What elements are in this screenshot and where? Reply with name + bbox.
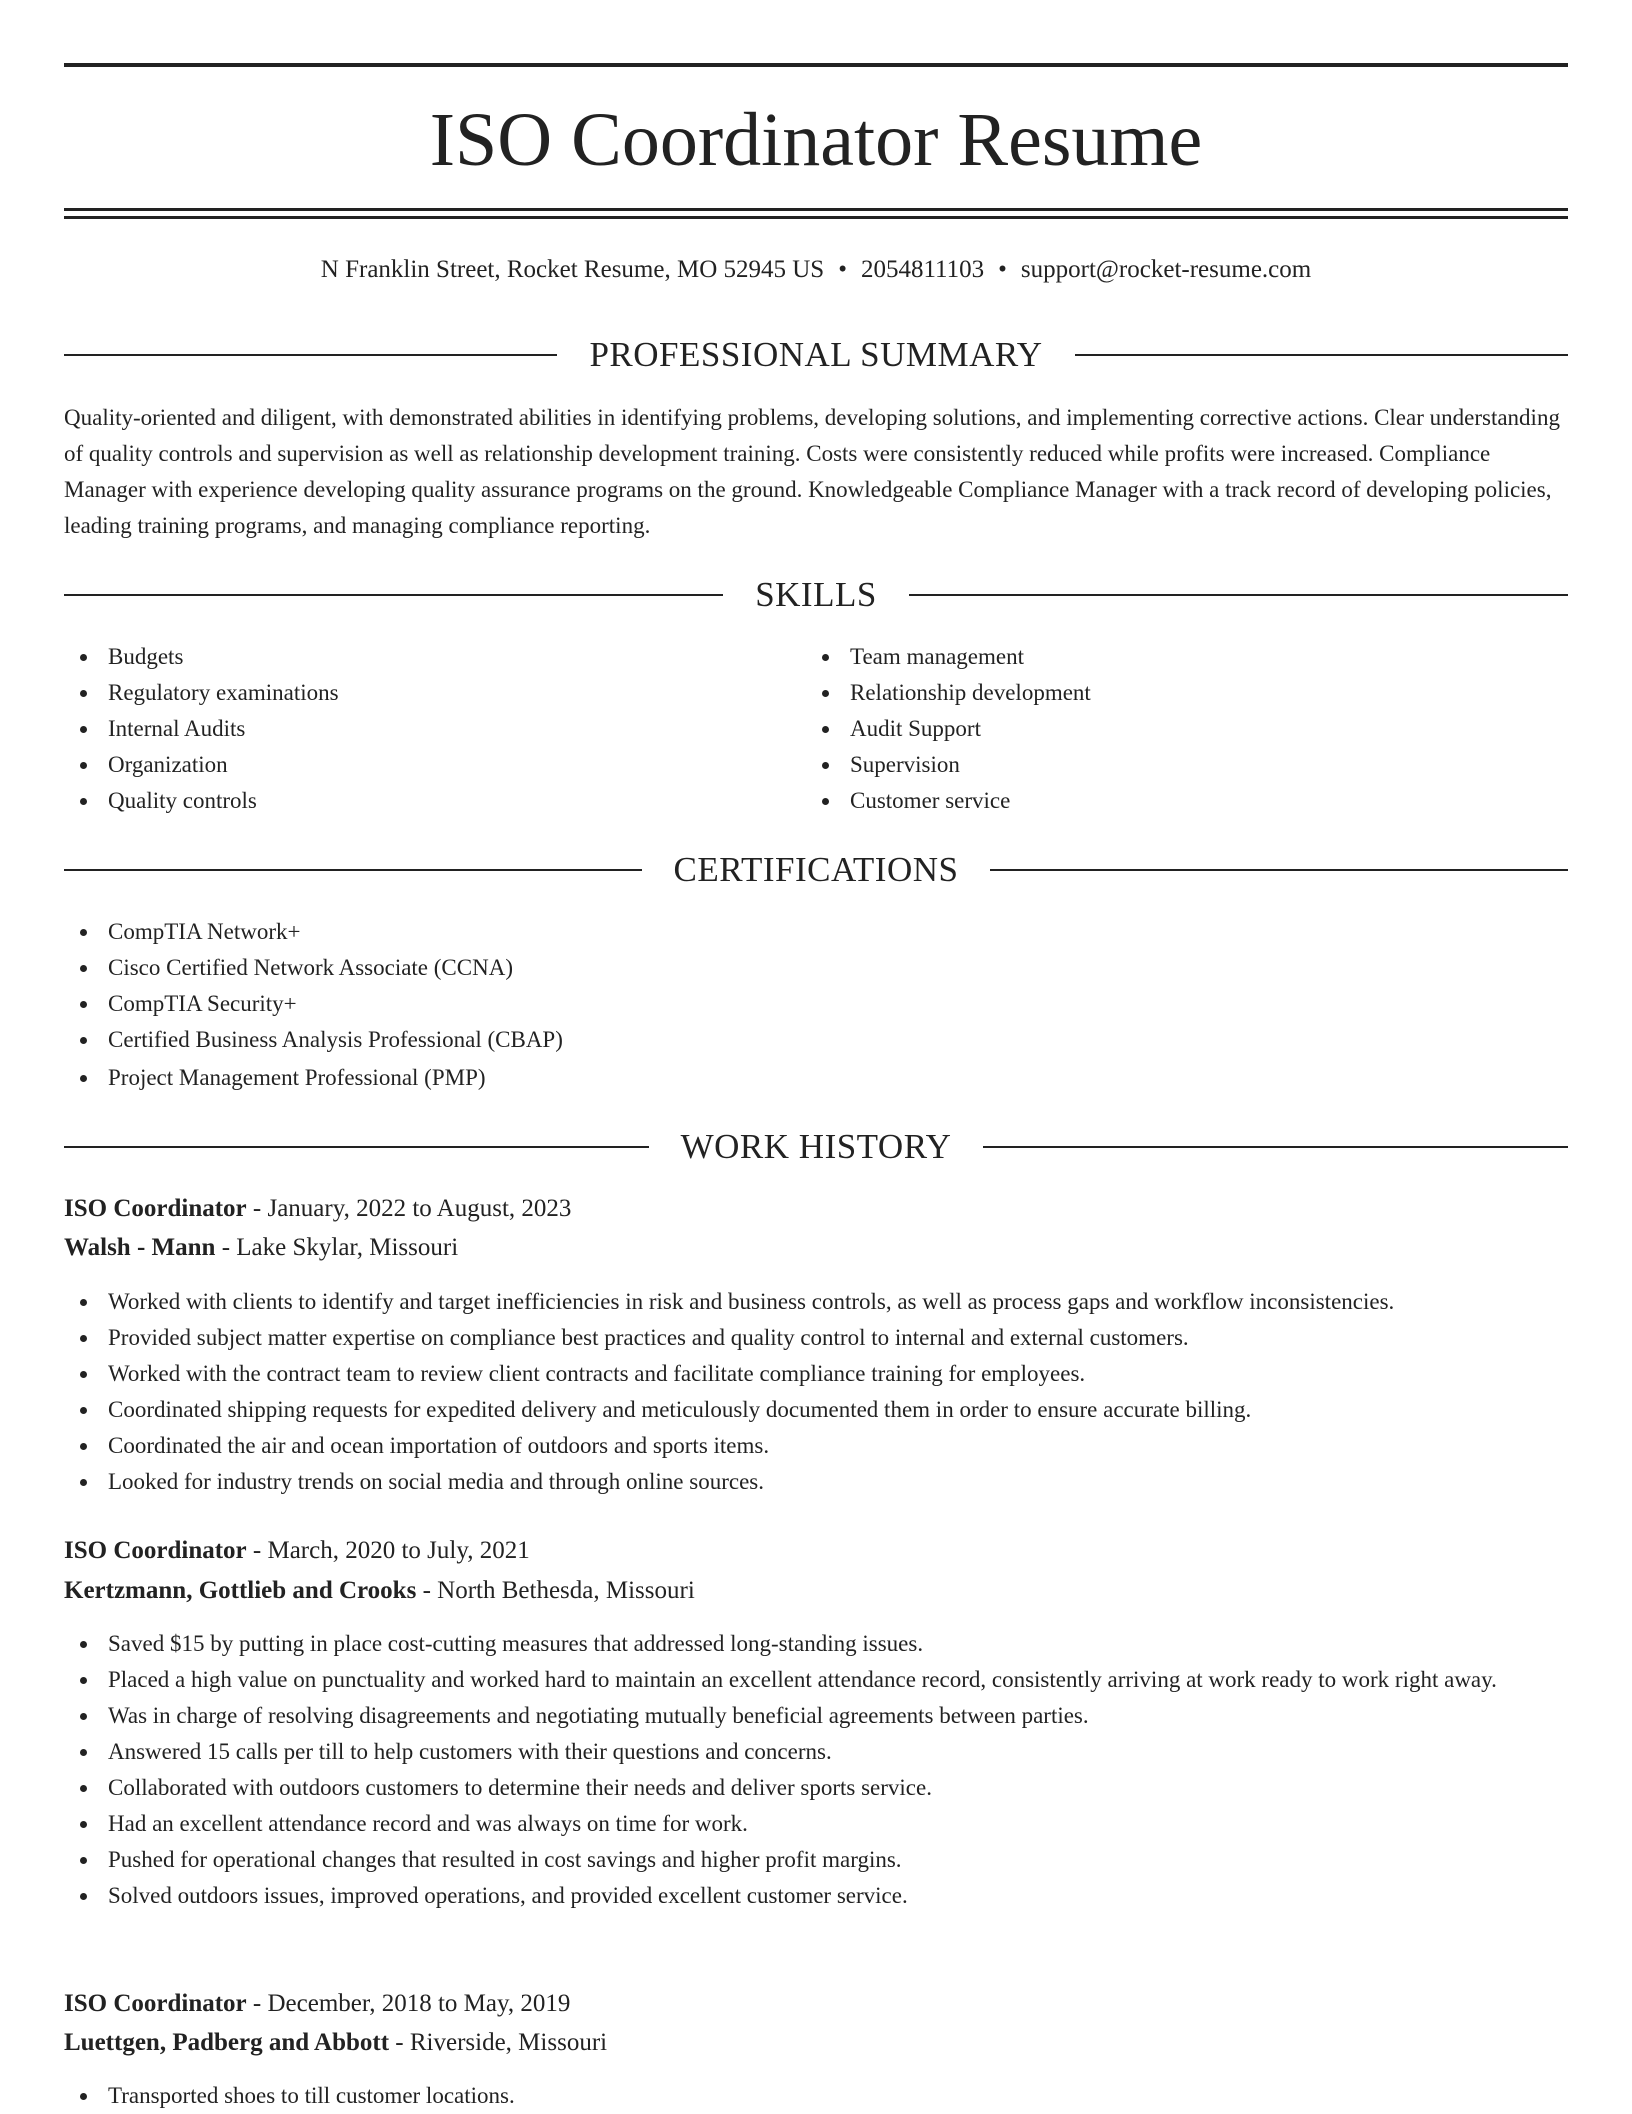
job-duties bbox=[64, 2078, 1568, 2114]
contact-separator: • bbox=[998, 256, 1007, 283]
section-heading-summary bbox=[64, 333, 1568, 377]
heading-rule-right bbox=[990, 869, 1568, 871]
job-location: - Riverside, Missouri bbox=[389, 2029, 608, 2056]
job-duty-item: Transported shoes to till customer locations. bbox=[64, 2078, 1568, 2114]
job-company: Walsh - Mann bbox=[64, 1234, 216, 1261]
job-duty-item: Placed a high value on punctuality and worked hard to maintain an excellent attendance record, consistently arriving at work ready to work right away. bbox=[64, 1662, 1568, 1698]
job-title-line bbox=[64, 1190, 1568, 1228]
contact-address: N Franklin Street, Rocket Resume, MO 52945 US bbox=[320, 256, 825, 283]
job-company-line bbox=[64, 2024, 1568, 2062]
job-title: ISO Coordinator bbox=[64, 1537, 247, 1564]
heading-rule-right bbox=[983, 1146, 1568, 1148]
skill-item: Organization bbox=[64, 747, 764, 783]
job-title-line bbox=[64, 1532, 1568, 1570]
summary-paragraph: Quality-oriented and diligent, with demonstrated abilities in identifying problems, developing solutions, and implementing corrective actions. Clear understanding of quality controls and supervision as well as relationship development training. Costs were consistently reduced while profits were increased. Compliance Manager with experience developing quality assurance programs on the ground. Knowledgeable Compliance Manager with a track record of developing policies, leading training programs, and managing compliance reporting. bbox=[64, 405, 1560, 538]
heading-rule-left bbox=[64, 869, 642, 871]
section-heading-skills bbox=[64, 573, 1568, 617]
certification-item: Certified Business Analysis Professional (CBAP) bbox=[64, 1022, 1568, 1058]
section-heading-work-history bbox=[64, 1125, 1568, 1169]
skill-item: Regulatory examinations bbox=[64, 675, 764, 711]
job-duty-item: Collaborated with outdoors customers to determine their needs and deliver sports service. bbox=[64, 1770, 1568, 1806]
job-duty-item: Coordinated the air and ocean importation of outdoors and sports items. bbox=[64, 1428, 1568, 1464]
job-duty-item: Pushed for operational changes that resulted in cost savings and higher profit margins. bbox=[64, 1842, 1568, 1878]
job-duty-item: Had an excellent attendance record and was always on time for work. bbox=[64, 1806, 1568, 1842]
heading-rule-left bbox=[64, 1146, 649, 1148]
job-location: - North Bethesda, Missouri bbox=[416, 1577, 695, 1604]
skill-item: Customer service bbox=[806, 783, 1506, 819]
job-dates: - January, 2022 to August, 2023 bbox=[246, 1195, 572, 1222]
certification-item: Project Management Professional (PMP) bbox=[64, 1060, 1568, 1096]
job-duty-item: Looked for industry trends on social media and through online sources. bbox=[64, 1464, 1568, 1500]
job-company-line bbox=[64, 1229, 1568, 1267]
skill-item: Quality controls bbox=[64, 783, 764, 819]
skills-column-right bbox=[806, 639, 1506, 819]
job-duty-item: Solved outdoors issues, improved operations, and provided excellent customer service. bbox=[64, 1878, 1568, 1914]
section-heading-certifications bbox=[64, 848, 1568, 892]
job-duties-list bbox=[64, 2078, 1568, 2114]
certifications-list bbox=[64, 914, 1568, 1096]
job-company-line bbox=[64, 1572, 1568, 1610]
heading-rule-right bbox=[909, 594, 1568, 596]
section-title: PROFESSIONAL SUMMARY bbox=[589, 335, 1043, 374]
job-duty-item: Was in charge of resolving disagreements and negotiating mutually beneficial agreements between parties. bbox=[64, 1698, 1568, 1734]
resume-title: ISO Coordinator Resume bbox=[429, 98, 1203, 182]
contact-separator: • bbox=[838, 256, 847, 283]
job-duty-item: Provided subject matter expertise on compliance best practices and quality control to internal and external customers. bbox=[64, 1320, 1568, 1356]
job-company: Kertzmann, Gottlieb and Crooks bbox=[64, 1577, 417, 1604]
heading-rule-left bbox=[64, 594, 723, 596]
skill-item: Relationship development bbox=[806, 675, 1506, 711]
section-title: WORK HISTORY bbox=[680, 1127, 952, 1166]
job-duty-item: Worked with clients to identify and target inefficiencies in risk and business controls, as well as process gaps and workflow inconsistencies. bbox=[64, 1284, 1568, 1320]
certification-item: Cisco Certified Network Associate (CCNA) bbox=[64, 950, 1568, 986]
job-duties bbox=[64, 1626, 1568, 1914]
skills-column-left bbox=[64, 639, 764, 819]
job-duty-item: Coordinated shipping requests for expedited delivery and meticulously documented them in order to ensure accurate billing. bbox=[64, 1392, 1568, 1428]
job-dates: - December, 2018 to May, 2019 bbox=[246, 1990, 571, 2017]
job-title-line bbox=[64, 1985, 1568, 2023]
skill-item: Team management bbox=[806, 639, 1506, 675]
certification-item: CompTIA Network+ bbox=[64, 914, 1568, 950]
job-dates: - March, 2020 to July, 2021 bbox=[246, 1537, 530, 1564]
job-duties-list bbox=[64, 1284, 1568, 1500]
contact-phone: 2054811103 bbox=[860, 256, 985, 283]
skill-item: Supervision bbox=[806, 747, 1506, 783]
contact-line bbox=[64, 255, 1568, 285]
skill-item: Audit Support bbox=[806, 711, 1506, 747]
job-duty-item: Saved $15 by putting in place cost-cutting measures that addressed long-standing issues. bbox=[64, 1626, 1568, 1662]
heading-rule-left bbox=[64, 354, 557, 356]
job-location: - Lake Skylar, Missouri bbox=[215, 1234, 459, 1261]
header-bottom-rule bbox=[64, 208, 1568, 211]
skill-item: Budgets bbox=[64, 639, 764, 675]
skills-list-right bbox=[806, 639, 1506, 819]
job-company: Luettgen, Padberg and Abbott bbox=[64, 2029, 390, 2056]
job-duty-item: Worked with the contract team to review client contracts and facilitate compliance training for employees. bbox=[64, 1356, 1568, 1392]
job-title: ISO Coordinator bbox=[64, 1195, 247, 1222]
header-top-rule bbox=[64, 63, 1568, 67]
header-bottom-rule-second bbox=[64, 216, 1568, 219]
job-title: ISO Coordinator bbox=[64, 1990, 247, 2017]
section-title: SKILLS bbox=[755, 575, 877, 614]
skill-item: Internal Audits bbox=[64, 711, 764, 747]
contact-email: support@rocket-resume.com bbox=[1020, 256, 1312, 283]
heading-rule-right bbox=[1075, 354, 1568, 356]
job-duties-list bbox=[64, 1626, 1568, 1914]
job-duties bbox=[64, 1284, 1568, 1500]
certification-item: CompTIA Security+ bbox=[64, 986, 1568, 1022]
skills-list-left bbox=[64, 639, 764, 819]
job-duty-item: Answered 15 calls per till to help customers with their questions and concerns. bbox=[64, 1734, 1568, 1770]
section-title: CERTIFICATIONS bbox=[673, 850, 959, 889]
certifications-block bbox=[64, 914, 1568, 1096]
